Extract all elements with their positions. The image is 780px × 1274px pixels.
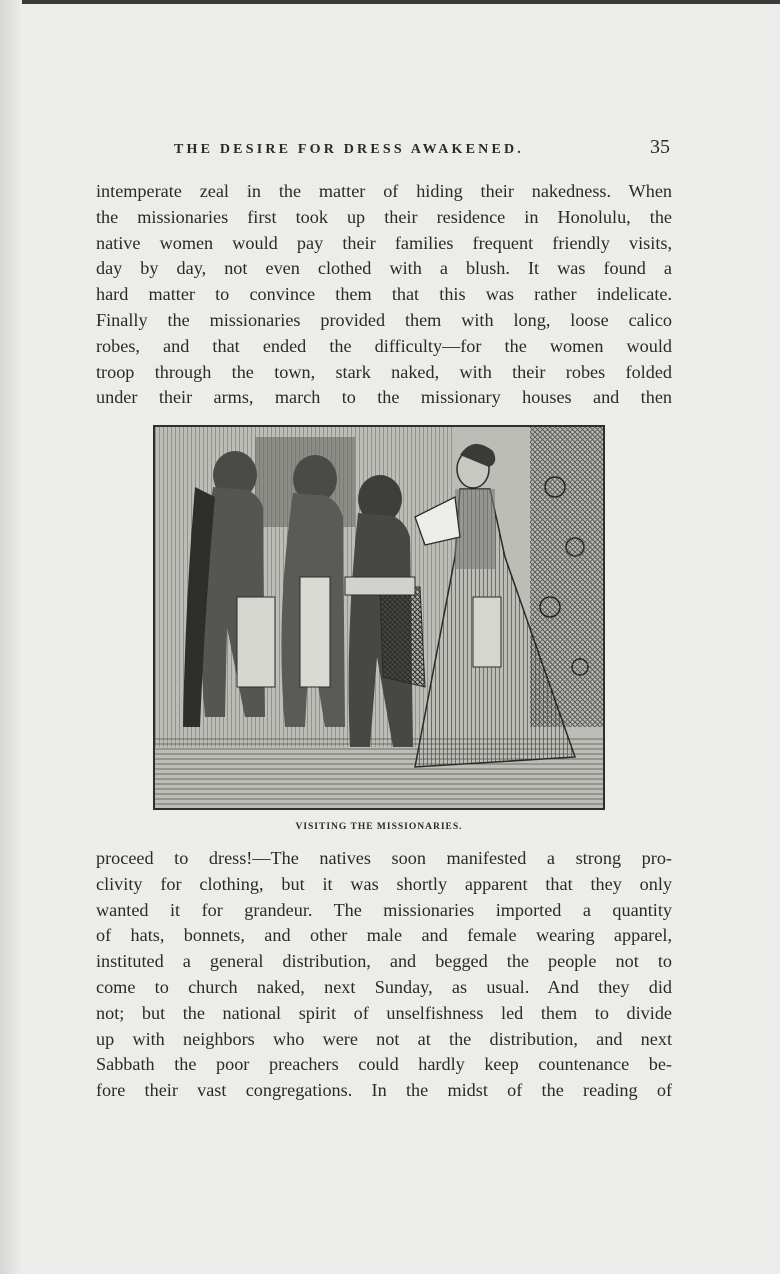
engraving-artwork xyxy=(155,427,603,808)
text-line: native women would pay their families frequent friendly visits, xyxy=(96,232,672,253)
text-line: not; but the national spirit of unselfishness led them to divide xyxy=(96,1002,672,1023)
text-line: come to church naked, next Sunday, as usual. And they did xyxy=(96,976,672,997)
text-line: up with neighbors who were not at the distribution, and next xyxy=(96,1028,672,1049)
text-line: troop through the town, stark naked, with their robes folded xyxy=(96,361,672,382)
running-head-title: THE DESIRE FOR DRESS AWAKENED. xyxy=(174,142,525,157)
figure-caption: VISITING THE MISSIONARIES. xyxy=(295,822,463,832)
page-gutter-shadow xyxy=(0,0,22,1274)
text-line: robes, and that ended the difficulty—for the women would xyxy=(96,335,672,356)
running-head xyxy=(96,136,672,166)
paragraph-top xyxy=(96,179,672,411)
text-line: proceed to dress!—The natives soon manifested a strong pro- xyxy=(96,848,672,868)
text-line: wanted it for grandeur. The missionaries imported a quantity xyxy=(96,899,672,920)
paragraph-bottom xyxy=(96,846,672,1104)
text-line: intemperate zeal in the matter of hiding their nakedness. When xyxy=(96,181,672,201)
page-top-edge xyxy=(0,0,780,4)
text-line: Sabbath the poor preachers could hardly keep countenance be- xyxy=(96,1054,672,1075)
text-line: instituted a general distribution, and begged the people not to xyxy=(96,951,672,972)
text-line: day by day, not even clothed with a blush. It was found a xyxy=(96,258,672,279)
text-line: under their arms, march to the missionary houses and then xyxy=(96,387,672,408)
text-line: hard matter to convince them that this was rather indelicate. xyxy=(96,284,672,305)
engraving-illustration xyxy=(153,425,605,810)
text-line: the missionaries first took up their residence in Honolulu, the xyxy=(96,206,672,227)
text-line: of hats, bonnets, and other male and female wearing apparel, xyxy=(96,925,672,946)
page-number: 35 xyxy=(650,136,670,158)
text-line: fore their vast congregations. In the midst of the reading of xyxy=(96,1080,672,1101)
text-line: clivity for clothing, but it was shortly apparent that they only xyxy=(96,873,672,894)
text-line: Finally the missionaries provided them with long, loose calico xyxy=(96,309,672,330)
